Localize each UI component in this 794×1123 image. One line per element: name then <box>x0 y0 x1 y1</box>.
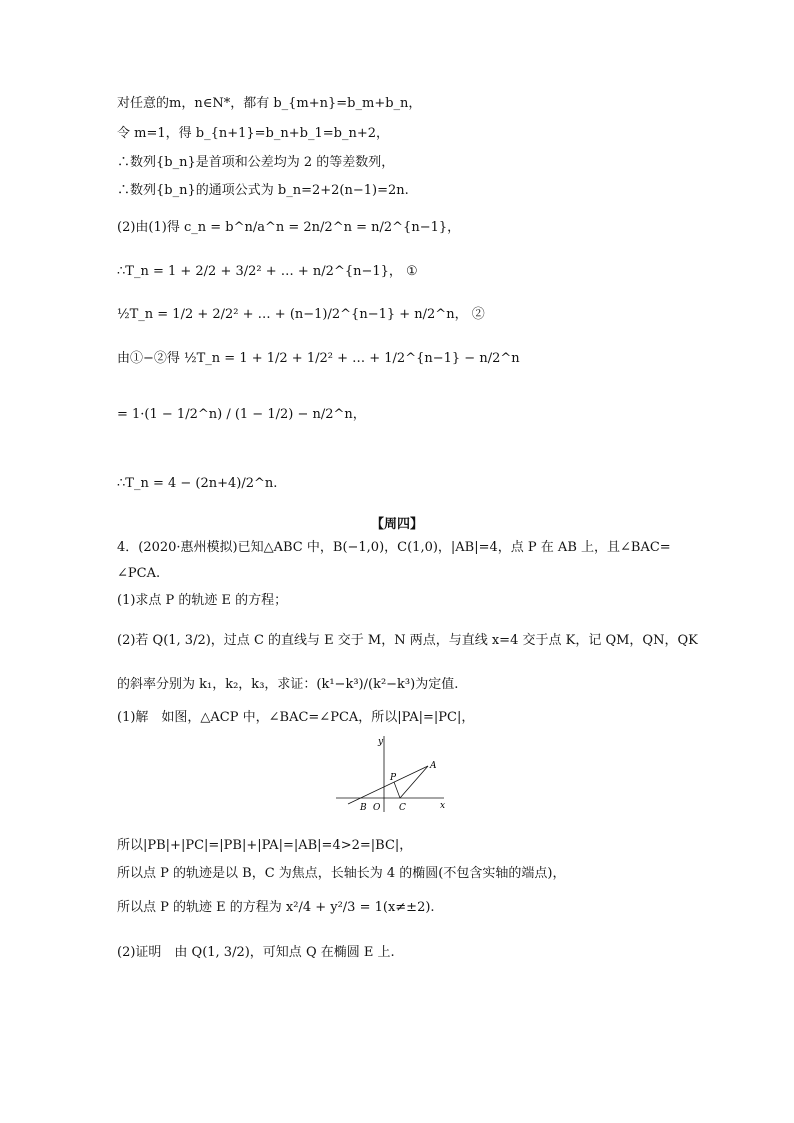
line-6: ∴T_n = 1 + 2/2 + 3/2² + … + n/2^{n−1}， ① <box>117 264 418 279</box>
problem-line-1: 4．(2020·惠州模拟)已知△ABC 中，B(−1,0)，C(1,0)，|AB|=4，点 P 在 AB 上，且∠BAC= <box>117 540 671 555</box>
segment-CA <box>400 766 428 798</box>
line-1: 对任意的m，n∈N*，都有 b_{m+n}=b_m+b_n， <box>117 96 422 111</box>
solution-line-5: (2)证明 由 Q(1, 3/2)，可知点 Q 在椭圆 E 上. <box>117 945 395 960</box>
question-2a: (2)若 Q(1, 3/2)，过点 C 的直线与 E 交于 M，N 两点，与直线 x=4 交于点 K，记 QM，QN，QK <box>117 633 698 648</box>
line-5: (2)由(1)得 c_n = b^n/a^n = 2n/2^n = n/2^{n−1}， <box>117 220 461 235</box>
section-title: 【周四】 <box>370 517 423 532</box>
label-x: x <box>440 801 446 811</box>
problem-line-2: ∠PCA. <box>117 566 161 581</box>
line-3: ∴数列{b_n}是首项和公差均为 2 的等差数列， <box>117 155 395 170</box>
line-2: 令 m=1，得 b_{n+1}=b_n+b_1=b_n+2， <box>117 126 389 141</box>
line-7: ½T_n = 1/2 + 2/2² + … + (n−1)/2^{n−1} + n/2^n， ② <box>117 307 485 322</box>
solution-line-2: 所以|PB|+|PC|=|PB|+|PA|=|AB|=4>2=|BC|， <box>117 838 413 853</box>
line-8: 由①−②得 ½T_n = 1 + 1/2 + 1/2² + … + 1/2^{n−1} − n/2^n <box>117 351 520 366</box>
line-4: ∴数列{b_n}的通项公式为 b_n=2+2(n−1)=2n. <box>117 183 409 198</box>
label-C: C <box>399 803 406 813</box>
label-O: O <box>373 803 381 813</box>
ellipse-figure <box>336 732 448 814</box>
question-2b: 的斜率分别为 k₁，k₂，k₃，求证：(k¹−k³)/(k²−k³)为定值. <box>117 677 459 692</box>
label-A: A <box>430 761 437 771</box>
segment-PC <box>394 782 400 798</box>
solution-line-3: 所以点 P 的轨迹是以 B，C 为焦点，长轴长为 4 的椭圆(不包含实轴的端点)， <box>117 866 566 881</box>
label-P: P <box>390 773 397 783</box>
line-9: = 1·(1 − 1/2^n) / (1 − 1/2) − n/2^n， <box>117 407 366 422</box>
solution-line-1: (1)解 如图，△ACP 中，∠BAC=∠PCA，所以|PA|=|PC|， <box>117 710 475 725</box>
line-10: ∴T_n = 4 − (2n+4)/2^n. <box>117 476 278 491</box>
question-1: (1)求点 P 的轨迹 E 的方程； <box>117 593 288 608</box>
label-B: B <box>360 803 367 813</box>
solution-line-4: 所以点 P 的轨迹 E 的方程为 x²/4 + y²/3 = 1(x≠±2). <box>117 900 435 915</box>
label-y: y <box>378 737 384 747</box>
